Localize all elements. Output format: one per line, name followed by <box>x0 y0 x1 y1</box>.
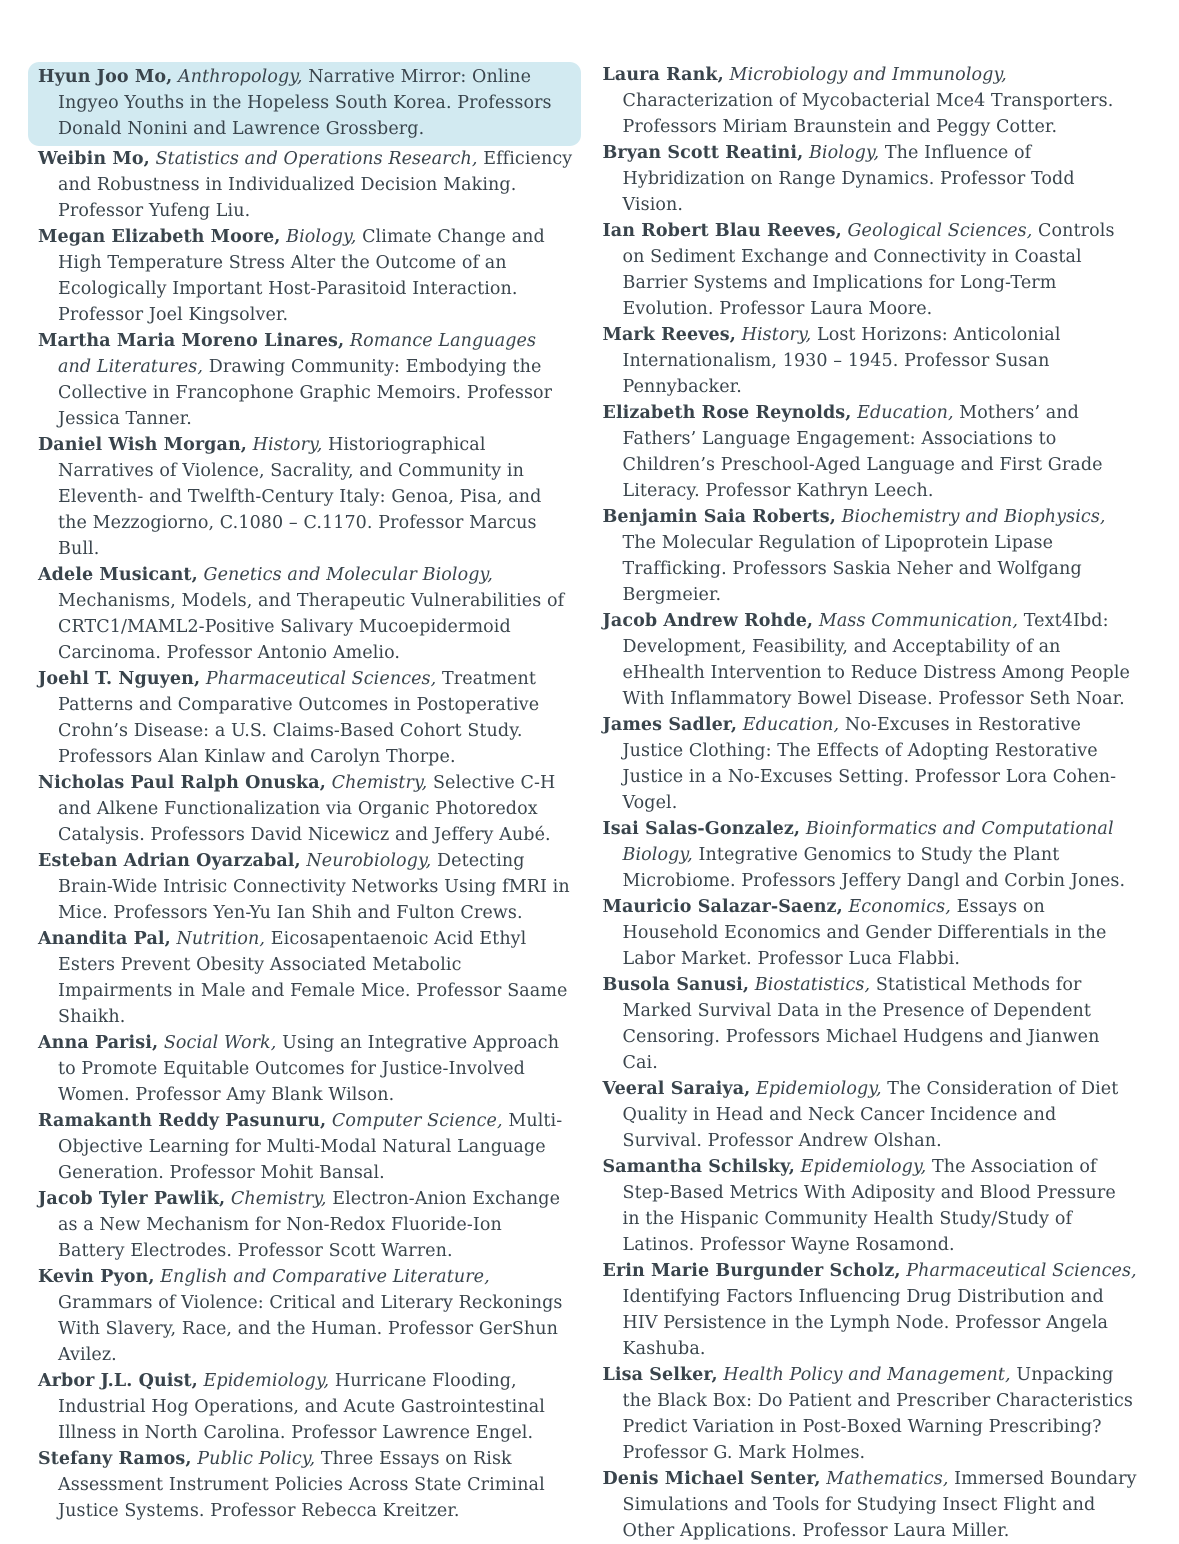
department: Statistics and Operations Research, <box>155 149 478 169</box>
candidate-name: Elizabeth Rose Reynolds, <box>602 403 852 423</box>
entry-text: Multi-Objective Learning for Multi-Modal Natural Language Generation. Professor Mohit Bansal. <box>58 1111 563 1183</box>
candidate-name: Veeral Saraiya, <box>602 1079 751 1099</box>
entry-text: Controls on Sediment Exchange and Connectivity in Coastal Barrier Systems and Implications for Long-Term Evolution. Professor Laura Moore. <box>622 221 1115 319</box>
dissertation-entry <box>603 608 1138 712</box>
candidate-name: Nicholas Paul Ralph Onuska, <box>38 773 326 793</box>
dissertation-entry <box>603 712 1138 816</box>
candidate-name: Samantha Schilsky, <box>602 1157 795 1177</box>
department: Genetics and Molecular Biology, <box>203 565 493 585</box>
dissertation-entry <box>603 1362 1138 1466</box>
candidate-name: Anna Parisi, <box>38 1033 159 1053</box>
department: Microbiology and Immunology, <box>729 65 1007 85</box>
candidate-name: Jacob Tyler Pawlik, <box>38 1189 226 1209</box>
dissertation-entry <box>38 432 573 562</box>
entry-text: Mechanisms, Models, and Therapeutic Vulnerabilities of CRTC1/MAML2-Positive Salivary Mucoepidermoid Carcinoma. Professor Antonio Amelio. <box>58 591 565 663</box>
entry-text: Text4Ibd: Development, Feasibility, and Acceptability of an eHhealth Intervention to Reduce Distress Among People With Inflammatory Bowel Disease. Professor Seth Noar. <box>622 611 1130 709</box>
dissertation-entry <box>603 816 1138 894</box>
department: Chemistry, <box>331 773 428 793</box>
candidate-name: Lisa Selker, <box>602 1365 718 1385</box>
candidate-name: Mark Reeves, <box>602 325 736 345</box>
dissertation-entry <box>603 972 1138 1076</box>
dissertation-entry <box>38 1030 573 1108</box>
entry-text: Selective C-H and Alkene Functionalization via Organic Photoredox Catalysis. Professors David Nicewicz and Jeffery Aubé. <box>58 773 556 845</box>
candidate-name: Anandita Pal, <box>38 929 171 949</box>
department: Biochemistry and Biophysics, <box>841 507 1106 527</box>
department: Neurobiology, <box>306 851 432 871</box>
dissertation-entry <box>603 1466 1138 1544</box>
department: Epidemiology, <box>756 1079 882 1099</box>
department: Nutrition, <box>176 929 266 949</box>
department: History, <box>252 435 323 455</box>
entry-text: Three Essays on Risk Assessment Instrument Policies Across State Criminal Justice Systems. Professor Rebecca Kreitzer. <box>58 1449 545 1521</box>
department: Education, <box>742 715 840 735</box>
department: Biology, <box>808 143 880 163</box>
candidate-name: Weibin Mo, <box>38 149 150 169</box>
entry-text: Eicosapentaenoic Acid Ethyl Esters Prevent Obesity Associated Metabolic Impairments in Male and Female Mice. Professor Saame Shaikh. <box>58 929 568 1027</box>
dissertation-entry <box>38 1108 573 1186</box>
dissertation-entry <box>603 322 1138 400</box>
department: Bioinformatics and Computational Biology, <box>622 819 1114 865</box>
entry-text: Hurricane Flooding, Industrial Hog Operations, and Acute Gastrointestinal Illness in North Carolina. Professor Lawrence Engel. <box>58 1371 545 1443</box>
dissertation-entry <box>603 1258 1138 1362</box>
candidate-name: Stefany Ramos, <box>38 1449 192 1469</box>
candidate-name: Daniel Wish Morgan, <box>38 435 247 455</box>
dissertation-entry <box>38 1368 573 1446</box>
department: Epidemiology, <box>203 1371 330 1391</box>
candidate-name: Arbor J.L. Quist, <box>38 1371 198 1391</box>
department: Social Work, <box>163 1033 277 1053</box>
entry-text: Lost Horizons: Anticolonial Internationalism, 1930 – 1945. Professor Susan Pennybacker. <box>622 325 1061 397</box>
candidate-name: Kevin Pyon, <box>38 1267 155 1287</box>
dissertation-entry <box>38 666 573 770</box>
dissertation-entry <box>603 140 1138 218</box>
dissertation-entry <box>38 770 573 848</box>
dissertation-entry <box>38 328 573 432</box>
candidate-name: Laura Rank, <box>602 65 724 85</box>
dissertation-entry <box>603 400 1138 504</box>
entry-text: Detecting Brain-Wide Intrisic Connectivity Networks Using fMRI in Mice. Professors Yen-Yu Ian Shih and Fulton Crews. <box>58 851 570 923</box>
department: Mathematics, <box>826 1469 949 1489</box>
department: Education, <box>857 403 954 423</box>
department: Chemistry, <box>230 1189 327 1209</box>
dissertation-entry <box>38 562 573 666</box>
dissertation-entry <box>38 146 573 224</box>
dissertation-entry <box>603 1076 1138 1154</box>
candidate-name: Jacob Andrew Rohde, <box>602 611 814 631</box>
entry-text: The Influence of Hybridization on Range Dynamics. Professor Todd Vision. <box>622 143 1075 215</box>
department: Health Policy and Management, <box>723 1365 1011 1385</box>
dissertation-entry <box>38 224 573 328</box>
department: Pharmaceutical Sciences, <box>205 669 437 689</box>
entry-text: Electron-Anion Exchange as a New Mechanism for Non-Redox Fluoride-Ion Battery Electrodes. Professor Scott Warren. <box>58 1189 561 1261</box>
dissertation-entry <box>38 1186 573 1264</box>
candidate-name: James Sadler, <box>602 715 738 735</box>
left-column <box>38 62 573 1521</box>
dissertation-entry <box>603 218 1138 322</box>
dissertation-entry <box>38 926 573 1030</box>
entry-text: Immersed Boundary Simulations and Tools for Studying Insect Flight and Other Applications. Professor Laura Miller. <box>622 1469 1137 1541</box>
department: Economics, <box>848 897 951 917</box>
department: English and Comparative Literature, <box>160 1267 490 1287</box>
entry-text: Essays on Household Economics and Gender Differentials in the Labor Market. Professor Luca Flabbi. <box>622 897 1107 969</box>
entry-text: Mothers’ and Fathers’ Language Engagement: Associations to Children’s Preschool-Aged Language and First Grade Literacy. Professor Kathryn Leech. <box>622 403 1103 501</box>
candidate-name: Ian Robert Blau Reeves, <box>602 221 842 241</box>
dissertation-entry <box>38 1264 573 1368</box>
entry-text: Narrative Mirror: Online Ingyeo Youths in the Hopeless South Korea. Professors Donald Nonini and Lawrence Grossberg. <box>58 67 552 139</box>
candidate-name: Mauricio Salazar-Saenz, <box>602 897 843 917</box>
right-column <box>602 62 1138 1541</box>
department: History, <box>741 325 812 345</box>
entry-text: The Consideration of Diet Quality in Head and Neck Cancer Incidence and Survival. Professor Andrew Olshan. <box>622 1079 1119 1151</box>
candidate-name: Erin Marie Burgunder Scholz, <box>602 1261 901 1281</box>
entry-text: Integrative Genomics to Study the Plant Microbiome. Professors Jeffery Dangl and Corbin Jones. <box>622 845 1126 891</box>
candidate-name: Bryan Scott Reatini, <box>602 143 804 163</box>
entry-text: Unpacking the Black Box: Do Patient and Prescriber Characteristics Predict Variation in Post-Boxed Warning Prescribing? Professor G. Mark Holmes. <box>622 1365 1133 1463</box>
department: Anthropology, <box>177 67 303 87</box>
candidate-name: Joehl T. Nguyen, <box>38 669 201 689</box>
entry-text: Treatment Patterns and Comparative Outcomes in Postoperative Crohn’s Disease: a U.S. Claims-Based Cohort Study. Professors Alan Kinlaw and Carolyn Thorpe. <box>58 669 540 767</box>
entry-text: No-Excuses in Restorative Justice Clothing: The Effects of Adopting Restorative Justice in a No-Excuses Setting. Professor Lora Cohen-Vogel. <box>622 715 1117 813</box>
dissertation-entry <box>603 1154 1138 1258</box>
department: Mass Communication, <box>818 611 1019 631</box>
candidate-name: Martha Maria Moreno Linares, <box>38 331 345 351</box>
candidate-name: Adele Musicant, <box>38 565 198 585</box>
candidate-name: Hyun Joo Mo, <box>38 67 173 87</box>
candidate-name: Megan Elizabeth Moore, <box>38 227 281 247</box>
entry-text: Drawing Community: Embodying the Collective in Francophone Graphic Memoirs. Professor Jessica Tanner. <box>58 357 553 429</box>
dissertation-entry <box>38 848 573 926</box>
entry-text: Statistical Methods for Marked Survival Data in the Presence of Dependent Censoring. Professors Michael Hudgens and Jianwen Cai. <box>622 975 1100 1073</box>
candidate-name: Esteban Adrian Oyarzabal, <box>38 851 301 871</box>
department: Public Policy, <box>197 1449 316 1469</box>
entry-text: Grammars of Violence: Critical and Literary Reckonings With Slavery, Race, and the Human. Professor GerShun Avilez. <box>58 1293 563 1365</box>
department: Biostatistics, <box>754 975 871 995</box>
dissertation-entry <box>603 62 1138 140</box>
candidate-name: Isai Salas-Gonzalez, <box>602 819 801 839</box>
department: Pharmaceutical Sciences, <box>906 1261 1137 1281</box>
entry-text: Using an Integrative Approach to Promote Equitable Outcomes for Justice-Involved Women. Professor Amy Blank Wilson. <box>58 1033 560 1105</box>
entry-text: The Molecular Regulation of Lipoprotein Lipase Trafficking. Professors Saskia Neher and Wolfgang Bergmeier. <box>622 533 1082 605</box>
entry-text: Climate Change and High Temperature Stress Alter the Outcome of an Ecologically Important Host-Parasitoid Interaction. Professor Joel Kingsolver. <box>58 227 545 325</box>
department: Computer Science, <box>331 1111 503 1131</box>
department: Epidemiology, <box>800 1157 927 1177</box>
dissertation-entry <box>603 504 1138 608</box>
dissertation-entry <box>38 1446 573 1524</box>
candidate-name: Benjamin Saia Roberts, <box>602 507 836 527</box>
entry-text: The Association of Step-Based Metrics With Adiposity and Blood Pressure in the Hispanic Community Health Study/Study of Latinos. Professor Wayne Rosamond. <box>622 1157 1116 1255</box>
department: Biology, <box>286 227 357 247</box>
department: Romance Languages and Literatures, <box>58 331 537 377</box>
candidate-name: Busola Sanusi, <box>602 975 750 995</box>
entry-text: Historiographical Narratives of Violence, Sacrality, and Community in Eleventh- and Twelfth-Century Italy: Genoa, Pisa, and the Mezzogiorno, C.1080 – C.1170. Professor Marcus Bull. <box>58 435 542 559</box>
entry-text: Characterization of Mycobacterial Mce4 Transporters. Professors Miriam Braunstein and Peggy Cotter. <box>622 91 1114 137</box>
dissertation-entry <box>603 894 1138 972</box>
entry-text: Identifying Factors Influencing Drug Distribution and HIV Persistence in the Lymph Node. Professor Angela Kashuba. <box>622 1287 1109 1359</box>
department: Geological Sciences, <box>847 221 1033 241</box>
entry-text: Efficiency and Robustness in Individualized Decision Making. Professor Yufeng Liu. <box>58 149 573 221</box>
candidate-name: Ramakanth Reddy Pasunuru, <box>38 1111 327 1131</box>
candidate-name: Denis Michael Senter, <box>602 1469 821 1489</box>
dissertation-entry-highlighted <box>28 62 581 146</box>
